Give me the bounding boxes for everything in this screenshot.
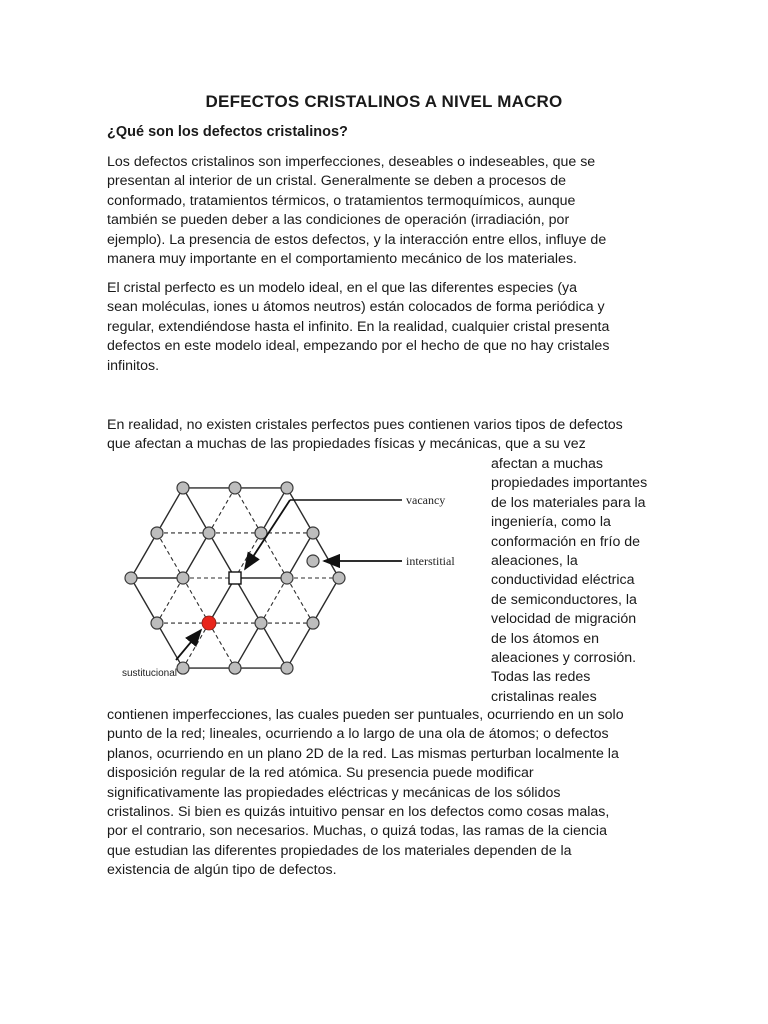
lattice-atom	[333, 572, 345, 584]
text-line: Los defectos cristalinos son imperfecciones, deseables o indeseables, que se	[107, 154, 596, 170]
text-line: ejemplo). La presencia de estos defectos, y la interacción entre ellos, influye de	[107, 231, 607, 248]
text-line: planos, ocurriendo en un plano 2D de la red. Las mismas perturban localmente la	[107, 745, 619, 762]
lattice-bond	[287, 533, 313, 578]
lattice-atom	[177, 662, 189, 674]
document-title: DEFECTOS CRISTALINOS A NIVEL MACRO	[205, 92, 563, 111]
lattice-bond-dashed	[235, 488, 261, 533]
paragraph-perfect-crystal	[107, 279, 667, 376]
lattice-atom	[229, 482, 241, 494]
text-line: punto de la red; lineales, ocurriendo a lo largo de una ola de átomos; o defectos	[107, 726, 609, 743]
text-line: contienen imperfecciones, las cuales pueden ser puntuales, ocurriendo en un solo	[107, 707, 624, 723]
paragraph-reality-bottom	[107, 706, 667, 881]
text-line: que afectan a muchas de las propiedades físicas y mecánicas, que a su vez	[107, 436, 586, 453]
lattice-bond-dashed	[235, 533, 261, 578]
substitutional-atom	[202, 616, 216, 630]
lattice-bond	[131, 578, 157, 623]
lattice-bond-dashed	[157, 578, 183, 623]
substitutional-label: sustitucional	[122, 668, 178, 679]
lattice-atom	[281, 662, 293, 674]
lattice-bond	[287, 623, 313, 668]
text-line: aleaciones, la	[491, 553, 578, 570]
lattice-bond-dashed	[261, 578, 287, 623]
lattice-atom	[255, 617, 267, 629]
lattice-bond	[131, 533, 157, 578]
lattice-atom	[281, 572, 293, 584]
substitutional-arrow	[176, 630, 201, 660]
lattice-atom	[229, 662, 241, 674]
text-line: afectan a muchas	[491, 456, 603, 472]
vacancy-site	[229, 572, 241, 584]
paragraph-intro	[107, 153, 667, 269]
text-line: infinitos.	[107, 357, 160, 374]
lattice-atom	[125, 572, 137, 584]
lattice-bond	[183, 488, 209, 533]
lattice-atom	[281, 482, 293, 494]
text-line: En realidad, no existen cristales perfectos pues contienen varios tipos de defectos	[107, 417, 623, 433]
text-line: conformado, tratamientos térmicos, o tratamientos termoquímicos, aunque	[107, 192, 576, 209]
lattice-atom	[203, 527, 215, 539]
crystal-defects-figure	[110, 470, 470, 685]
text-line: sean moléculas, iones u átomos neutros) están colocados de forma periódica y	[107, 299, 605, 316]
lattice-atom	[307, 527, 319, 539]
text-line: también se pueden deber a las condiciones de operación (irradiación, por	[107, 212, 570, 229]
text-line: defectos en este modelo ideal, empezando por el hecho de que no hay cristales	[107, 338, 610, 355]
text-line: cristalinos. Si bien es quizás intuitivo pensar en los defectos como cosas malas,	[107, 804, 610, 821]
text-line: aleaciones y corrosión.	[491, 650, 637, 667]
lattice-bond	[157, 488, 183, 533]
text-line: por el contrario, son necesarios. Muchas, o quizá todas, las ramas de la ciencia	[107, 823, 607, 840]
lattice-atom	[307, 617, 319, 629]
paragraph-reality-top	[107, 416, 667, 455]
lattice-bond	[157, 623, 183, 668]
lattice-bond-dashed	[287, 578, 313, 623]
lattice-bond	[313, 578, 339, 623]
lattice-bond	[313, 533, 339, 578]
lattice-bond-dashed	[157, 533, 183, 578]
text-line: de los materiales para la	[491, 494, 646, 511]
text-line: conformación en frío de	[491, 533, 641, 550]
lattice-bond-dashed	[209, 623, 235, 668]
lattice-atom	[177, 482, 189, 494]
lattice-atom	[177, 572, 189, 584]
text-line: ingeniería, como la	[491, 514, 611, 531]
paragraph-reality-side	[491, 455, 671, 707]
text-line: presentan al interior de un cristal. Generalmente se deben a procesos de	[107, 173, 567, 190]
text-line: El cristal perfecto es un modelo ideal, en el que las diferentes especies (ya	[107, 280, 578, 296]
lattice-bond-dashed	[209, 488, 235, 533]
text-line: significativamente las propiedades eléctricas y mecánicas de los sólidos	[107, 784, 561, 801]
interstitial-atom	[307, 555, 319, 567]
text-line: existencia de algún tipo de defectos.	[107, 862, 337, 879]
lattice-bond	[235, 623, 261, 668]
text-line: cristalinas reales	[491, 688, 597, 705]
lattice-bond	[235, 578, 261, 623]
lattice-diagram	[110, 470, 470, 685]
vacancy-arrow	[245, 500, 290, 569]
section-heading: ¿Qué son los defectos cristalinos?	[107, 124, 348, 140]
lattice-bond	[287, 488, 313, 533]
lattice-bond	[209, 533, 235, 578]
lattice-bond-dashed	[183, 578, 209, 623]
text-line: disposición regular de la red atómica. Su presencia puede modificar	[107, 765, 534, 782]
text-line: de semiconductores, la	[491, 591, 637, 608]
text-line: manera muy importante en el comportamiento mecánico de los materiales.	[107, 251, 577, 268]
lattice-atom	[151, 617, 163, 629]
text-line: Todas las redes	[491, 669, 591, 686]
text-line: de los átomos en	[491, 630, 600, 647]
lattice-bond	[261, 623, 287, 668]
lattice-bond	[209, 578, 235, 623]
vacancy-label: vacancy	[406, 493, 446, 507]
text-line: regular, extendiéndose hasta el infinito. En la realidad, cualquier cristal presenta	[107, 318, 610, 335]
text-line: conductividad eléctrica	[491, 572, 635, 589]
lattice-bond	[183, 533, 209, 578]
interstitial-label: interstitial	[406, 554, 455, 568]
text-line: velocidad de migración	[491, 611, 637, 628]
text-line: que estudian las diferentes propiedades de los materiales dependen de la	[107, 842, 572, 859]
text-line: propiedades importantes	[491, 475, 648, 492]
lattice-atom	[151, 527, 163, 539]
